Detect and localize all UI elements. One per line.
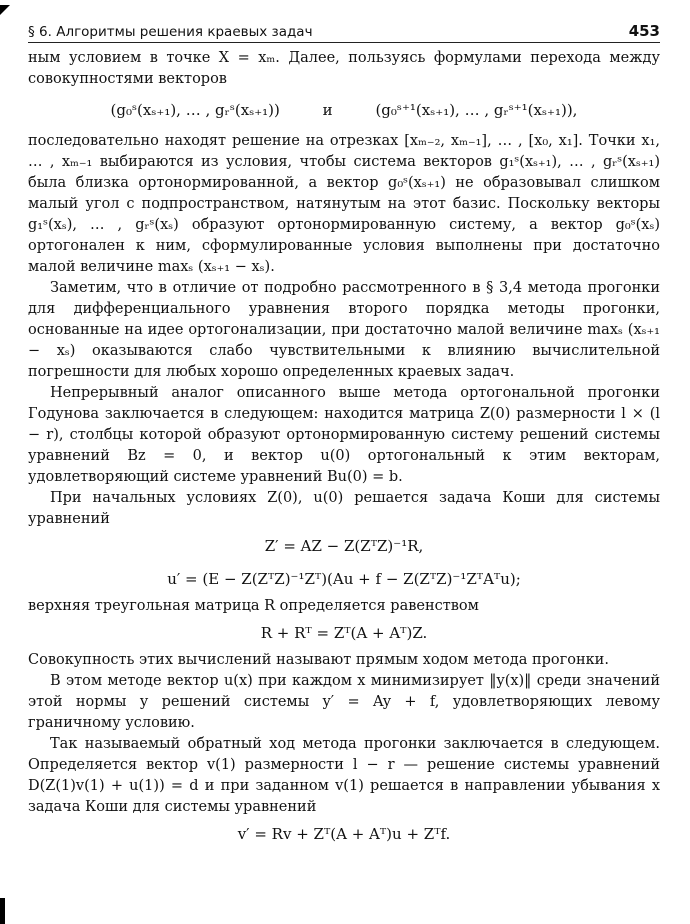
header-rule	[28, 42, 660, 43]
paragraph-6: верхняя треугольная матрица R определяется равенством	[28, 598, 479, 614]
equation-v-prime-text: v′ = Rv + Zᵀ(A + Aᵀ)u + Zᵀf.	[237, 825, 451, 843]
equation-u-prime	[28, 563, 660, 596]
paragraph-1: ным условием в точке X = xₘ. Далее, пользуясь формулами перехода между совокупностями векторов	[28, 50, 660, 87]
equation-r	[28, 617, 660, 650]
equation-right: (g₀ˢ⁺¹(xₛ₊₁), … , gᵣˢ⁺¹(xₛ₊₁)),	[375, 101, 578, 119]
page-number: 453	[628, 22, 660, 40]
page-body	[28, 48, 660, 851]
equation-left: (g₀ˢ(xₛ₊₁), … , gᵣˢ(xₛ₊₁))	[110, 101, 280, 119]
paragraph-2: последовательно находят решение на отрезках [xₘ₋₂, xₘ₋₁], … , [x₀, x₁]. Точки x₁, … , xₘ₋₁ выбираются из условия, чтобы система векторов g₁ˢ(xₛ₊₁), … , gᵣˢ(xₛ₊₁) была близка ортонормированной, а вектор g₀ˢ(xₛ₊₁) не образовывал слишком малый угол с подпространством, натянутым на этот базис. Поскольку векторы g₁ˢ(xₛ), … , gᵣˢ(xₛ) образуют ортонормированную систему, а вектор g₀ˢ(xₛ) ортогонален к ним, сформулированные условия выполнены при достаточно малой величине maxₛ (xₛ₊₁ − xₛ).	[28, 133, 660, 275]
paragraph-3: Заметим, что в отличие от подробно рассмотренного в § 3,4 метода прогонки для дифференциального уравнения второго порядка методы прогонки, основанные на идее ортогонализации, при достаточно малой величине maxₛ (xₛ₊₁ − xₛ) оказываются слабо чувствительными к влиянию вычислительной погрешности для любых хорошо определенных краевых задач.	[28, 280, 660, 380]
equation-v-prime	[28, 818, 660, 851]
paragraph-8: В этом методе вектор u(x) при каждом x минимизирует ‖y(x)‖ среди значений этой нормы у решений системы y′ = Ay + f, удовлетворяющих левому граничному условию.	[28, 673, 660, 731]
running-header	[28, 18, 660, 40]
equation-u-prime-text: u′ = (E − Z(ZᵀZ)⁻¹Zᵀ)(Au + f − Z(ZᵀZ)⁻¹ZᵀAᵀu);	[167, 570, 521, 588]
paragraph-9: Так называемый обратный ход метода прогонки заключается в следующем. Определяется вектор v(1) размерности l − r — решение системы уравнений D(Z(1)v(1) + u(1)) = d и при заданном v(1) решается в направлении убывания x задача Коши для системы уравнений	[28, 736, 660, 815]
scan-edge-mark	[0, 898, 5, 924]
equation-conjunction: и	[322, 101, 333, 119]
equation-z-prime-text: Z′ = AZ − Z(ZᵀZ)⁻¹R,	[264, 537, 424, 555]
paragraph-5: При начальных условиях Z(0), u(0) решается задача Коши для системы уравнений	[28, 490, 660, 527]
equation-r-text: R + Rᵀ = Zᵀ(A + Aᵀ)Z.	[260, 624, 428, 642]
section-title: § 6. Алгоритмы решения краевых задач	[28, 24, 313, 40]
paragraph-4: Непрерывный аналог описанного выше метода ортогональной прогонки Годунова заключается в следующем: находится матрица Z(0) размерности l × (l − r), столбцы которой образуют ортонормированную систему решений системы уравнений Bz = 0, и вектор u(0) ортогональный к этим векторам, удовлетворяющий системе уравнений Bu(0) = b.	[28, 385, 660, 485]
equation-z-prime	[28, 530, 660, 563]
page-corner-mark	[0, 0, 10, 10]
equation-vector-sets	[28, 90, 660, 131]
paragraph-7: Совокупность этих вычислений называют прямым ходом метода прогонки.	[28, 652, 609, 668]
